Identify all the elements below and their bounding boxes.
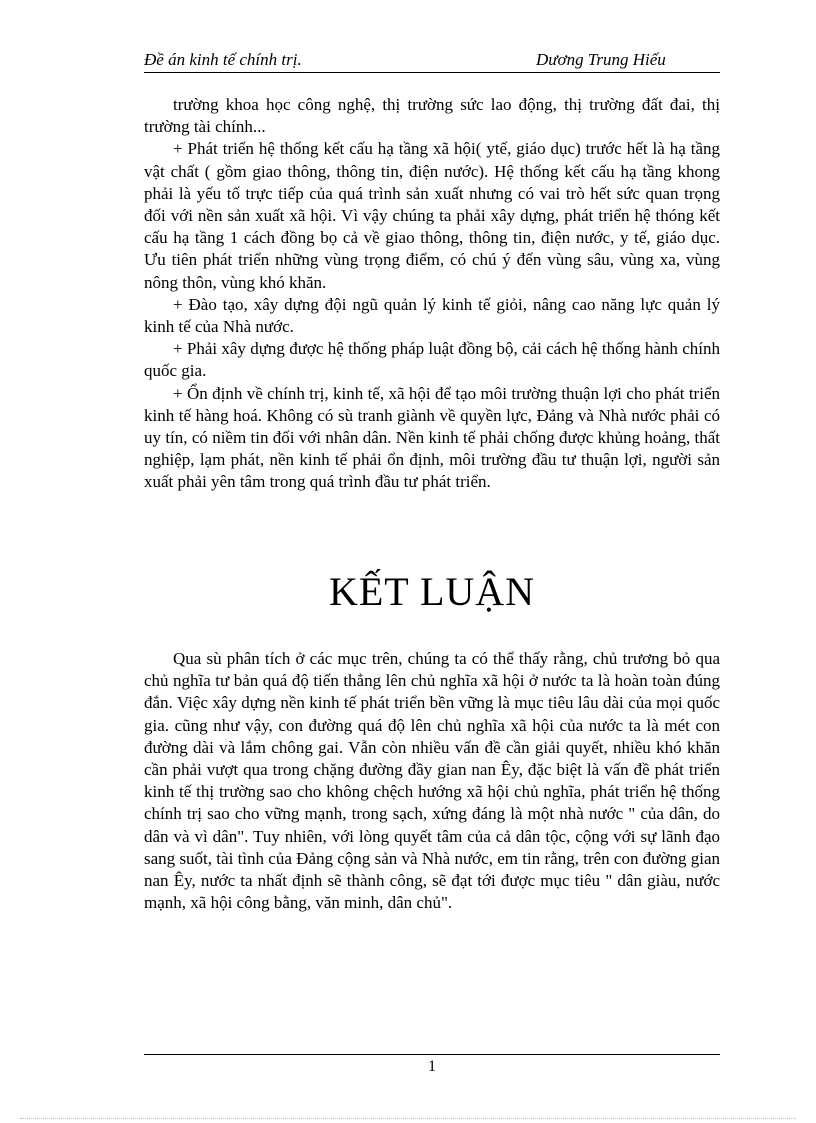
page-bottom-edge — [20, 1118, 796, 1119]
body-paragraph: trường khoa học công nghệ, thị trường sức lao động, thị trường đất đai, thị trường tài chính... — [144, 95, 720, 137]
footer-divider — [144, 1054, 720, 1055]
body-text — [144, 94, 720, 494]
header-document-title: Đề án kinh tế chính trị. — [144, 50, 302, 69]
header-author: Dương Trung Hiếu — [536, 50, 666, 69]
conclusion-heading: KẾT LUẬN — [328, 569, 536, 614]
body-paragraph: + Phải xây dựng được hệ thống pháp luật đồng bộ, cải cách hệ thống hành chính quốc gia. — [144, 339, 720, 381]
conclusion-paragraph: Qua sù phân tích ở các mục trên, chúng ta có thể thấy rằng, chủ trương bỏ qua chủ nghĩa tư bản quá độ tiến thẳng lên chủ nghĩa xã hội ở nước ta là hoàn toàn đúng đắn. Việc xây dựng nền kinh tế phát triển bền vững là mục tiêu lâu dài của mọi quốc gia. cũng như vậy, con đường quá độ lên chủ nghĩa xã hội của nước ta là mét con đường dài và lắm chông gai. Vẫn còn nhiều vấn đề cần giải quyết, nhiều khó khăn cần phải vượt qua trong chặng đường đầy gian nan Êy, đặc biệt là vấn đề phát triển kinh tế thị trường sao cho không chệch hướng xã hội chủ nghĩa, phát triển hệ thống chính trị sao cho vững mạnh, trong sạch, xứng đáng là một nhà nước " của dân, do dân và vì dân". Tuy nhiên, với lòng quyết tâm của cả dân tộc, cộng với sự lãnh đạo sang suốt, tài tình của Đảng cộng sản và Nhà nước, em tin rằng, trên con đường gian nan Êy, nước ta nhất định sẽ thành công, sẽ đạt tới được mục tiêu " dân giàu, nước mạnh, xã hội công bằng, văn minh, dân chủ". — [144, 649, 720, 913]
conclusion-section — [144, 648, 720, 914]
page-header — [144, 50, 720, 73]
body-paragraph: + Đào tạo, xây dựng đội ngũ quản lý kinh tế giỏi, nâng cao năng lực quản lý kinh tế của Nhà nước. — [144, 294, 720, 337]
page-number: 1 — [428, 1058, 436, 1075]
body-paragraph: + Phát triển hệ thống kết cấu hạ tầng xã hội( ytế, giáo dục) trước hết là hạ tầng vật chất ( gồm giao thông, thông tin, điện nước). Hệ thống kết cấu hạ tầng khong phải là yếu tố trực tiếp của quá trình sản xuất nhưng có vai trò hết sức quan trọng đối với nền sản xuất xã hội. Vì vậy chúng ta phải xây dựng, phát triển hệ thóng kết cấu hạ tầng 1 cách đồng bọ cả về giao thông, thông tin, điện nước, y tế, giáo dục. Ưu tiên phát triển những vùng trọng điểm, có chú ý đến vùng sâu, vùng xa, vùng nông thôn, vùng khó khăn. — [144, 139, 720, 292]
body-paragraph: + Ổn định về chính trị, kinh tế, xã hội để tạo môi trường thuận lợi cho phát triển kinh tế hàng hoá. Không có sù tranh giành về quyền lực, Đảng và Nhà nước phải có uy tín, có niềm tin đối với nhân dân. Nền kinh tế phải chống được khủng hoảng, thất nghiệp, lạm phát, nền kinh tế phải ổn định, môi trường đầu tư thuận lợi, người sản xuất phải yên tâm trong quá trình đầu tư phát triển. — [144, 383, 720, 492]
